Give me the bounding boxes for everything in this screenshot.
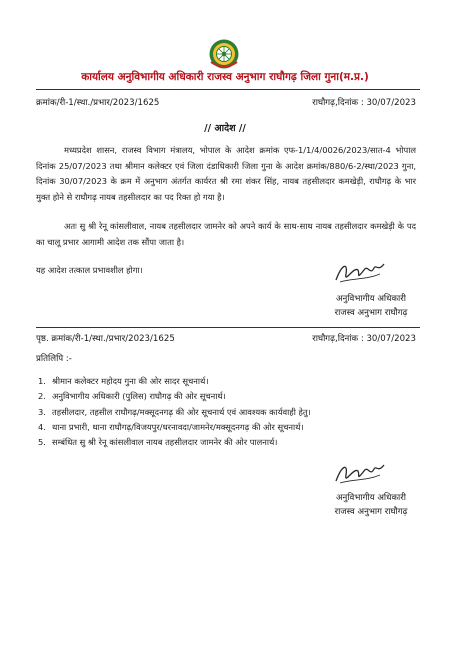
office-title: कार्यालय अनुविभागीय अधिकारी राजस्व अनुभाग राघौगढ़ जिला गुना(म.प्र.): [81, 71, 369, 83]
list-item: 5. सम्बंधित सु श्री रेनू कांसलीवाल नायब तहसीलदार जामनेर की ओर पालनार्थ।: [38, 437, 278, 448]
list-item: 3. तहसीलदार, तहसील राघौगढ़/मक्सूदनगढ़ की ओर सूचनार्थ एवं आवश्यक कार्यवाही हेतु।: [38, 406, 311, 417]
signatory-designation: अनुविभागीय अधिकारी: [335, 493, 407, 503]
signature-block-endorsement: [318, 491, 424, 519]
order-paragraph-2: अतः सु श्री रेनू कांसलीवाल, नायब तहसीलदार जामनेर को अपने कार्य के साथ-साथ नायब तहसीलदार कमखेड़ी के पद का चालू प्रभार आगामी आदेश तक सौंपा जाता है।: [36, 221, 416, 247]
list-item: 4. थाना प्रभारी, थाना राघौगढ़/विजयपुर/धरनावदा/जामनेर/मक्सूदनगढ़ की ओर सूचनार्थ।: [38, 421, 304, 432]
endorsement-reference-number: पृष्ठ. क्रमांक/री-1/स्था./प्रभार/2023/1625: [36, 334, 175, 344]
order-paragraph-1: मध्यप्रदेश शासन, राजस्व विभाग मंत्रालय, भोपाल के आदेश क्रमांक एफ-1/1/4/0026/2023/सात-4 भोपाल दिनांक 25/07/2023 तथा श्रीमान कलेक्टर एवं जिला दंडाधिकारी जिला गुना के आदेश क्रमांक/880/6-2/स्था/2023 गुना, दिनांक 30/07/2023 के क्रम में अनुभाग अंतर्गत कार्यरत श्री रमा शंकर सिंह, नायब तहसीलदार कमखेड़ी, राघौगढ़ के भार मुक्त होने से राघौगढ़ नायब तहसीलदार का पद रिक्त हो गया है।: [36, 145, 416, 202]
list-item: 1. श्रीमान कलेक्टर महोदय गुना की ओर सादर सूचनार्थ।: [38, 376, 209, 386]
header-divider: [36, 89, 420, 90]
copy-recipient-list: [38, 374, 311, 450]
order-heading: // आदेश //: [204, 123, 246, 134]
signatory-section: राजस्व अनुभाग राघौगढ़: [334, 507, 408, 517]
endorsement-place-date: राघौगढ़,दिनांक : 30/07/2023: [312, 334, 416, 344]
signatory-section: राजस्व अनुभाग राघौगढ़: [334, 308, 408, 318]
handwritten-signature: [330, 457, 390, 491]
issue-place-date: राघौगढ़,दिनांक : 30/07/2023: [312, 98, 416, 108]
section-divider: [36, 327, 420, 328]
copy-to-label: प्रतिलिपि :-: [36, 354, 72, 364]
handwritten-signature: [330, 256, 390, 290]
signature-block-order: [318, 292, 424, 320]
reference-number: क्रमांक/री-1/स्था./प्रभार/2023/1625: [36, 98, 160, 108]
mp-government-emblem-icon: [206, 38, 242, 70]
signatory-designation: अनुविभागीय अधिकारी: [335, 294, 407, 304]
order-effective-line: यह आदेश तत्काल प्रभावशील होगा।: [36, 265, 143, 275]
list-item: 2. अनुविभागीय अधिकारी (पुलिस) राघौगढ़ की ओर सूचनार्थ।: [38, 391, 226, 402]
